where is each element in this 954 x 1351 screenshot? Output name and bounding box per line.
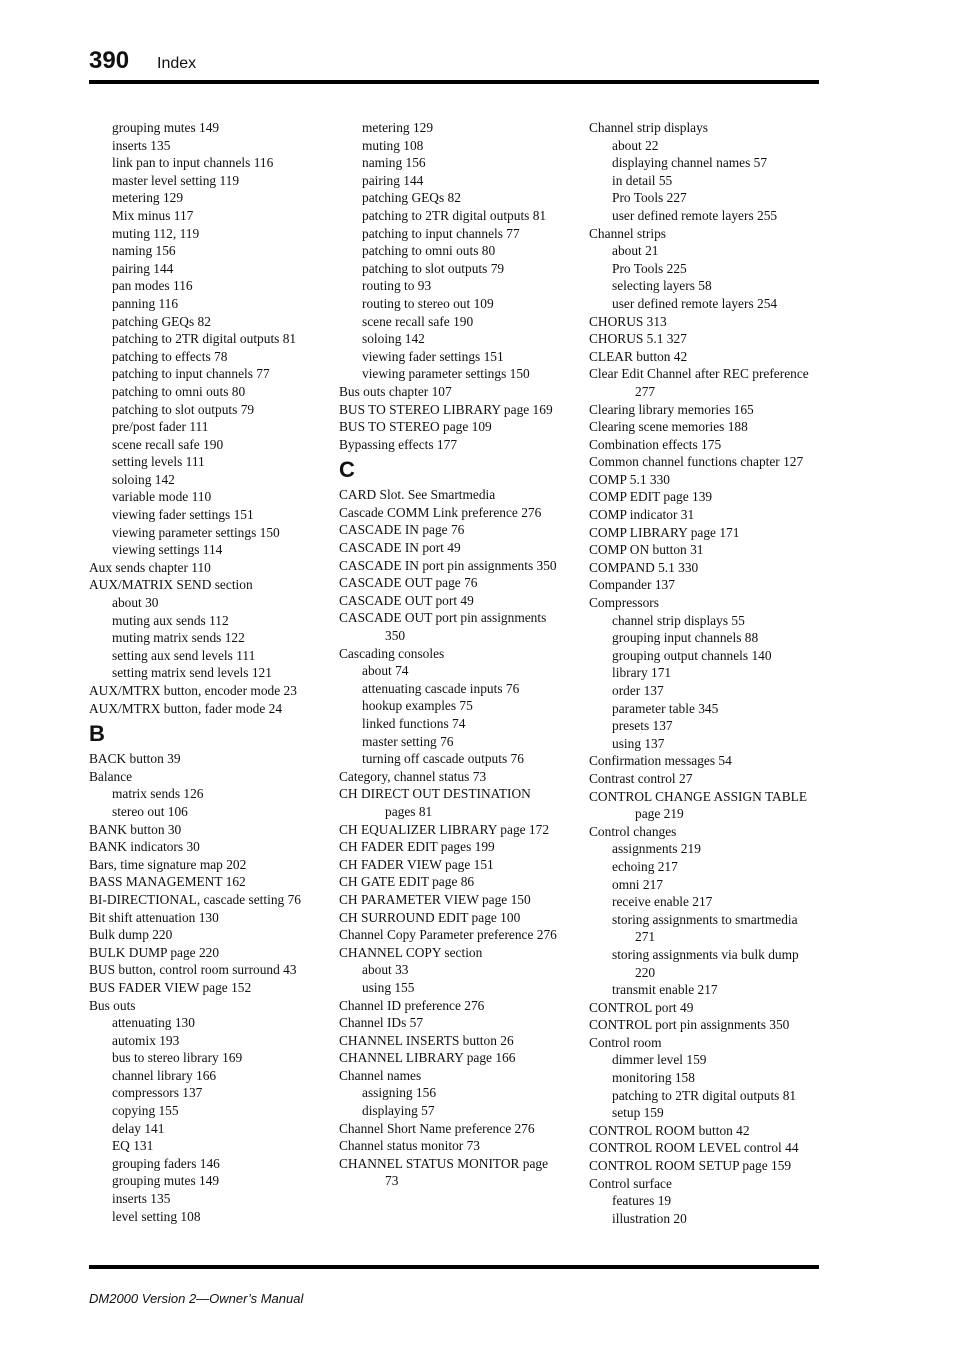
index-continuation: 271 — [635, 929, 656, 945]
index-subentry: patching to omni outs 80 — [362, 243, 496, 259]
index-subentry: receive enable 217 — [612, 894, 713, 910]
index-subentry: copying 155 — [112, 1103, 179, 1119]
index-subentry: soloing 142 — [362, 331, 425, 347]
index-subentry: library 171 — [612, 665, 672, 681]
index-subentry: parameter table 345 — [612, 700, 719, 716]
index-entry: CH SURROUND EDIT page 100 — [339, 909, 521, 925]
index-subentry: EQ 131 — [112, 1138, 154, 1154]
index-subentry: patching to input channels 77 — [112, 366, 270, 382]
index-entry: Bulk dump 220 — [89, 927, 173, 943]
index-subentry: linked functions 74 — [362, 716, 466, 731]
index-continuation: 350 — [385, 628, 406, 644]
index-subentry: about 22 — [612, 137, 659, 153]
index-subentry: monitoring 158 — [612, 1070, 695, 1086]
index-subentry: level setting 108 — [112, 1208, 201, 1224]
index-subentry: muting aux sends 112 — [112, 612, 229, 628]
index-subentry: pairing 144 — [362, 172, 424, 188]
index-entry: CONTROL ROOM LEVEL control 44 — [589, 1140, 799, 1156]
index-subentry: scene recall safe 190 — [112, 436, 224, 452]
index-subentry: grouping mutes 149 — [112, 1173, 220, 1189]
index-entry: Cascade COMM Link preference 276 — [339, 504, 542, 520]
index-entry: BACK button 39 — [89, 751, 181, 767]
index-subentry: grouping input channels 88 — [612, 630, 759, 646]
index-subentry: soloing 142 — [112, 471, 175, 487]
index-entry: AUX/MTRX button, encoder mode 23 — [89, 683, 297, 698]
index-entry: BUS TO STEREO page 109 — [339, 419, 492, 435]
index-subentry: bus to stereo library 169 — [112, 1050, 243, 1066]
index-subentry: features 19 — [612, 1193, 672, 1209]
index-subentry: patching to 2TR digital outputs 81 — [612, 1087, 797, 1103]
index-subentry: patching to effects 78 — [112, 348, 228, 364]
index-subentry: patching to slot outputs 79 — [112, 401, 255, 417]
index-subentry: channel library 166 — [112, 1067, 217, 1083]
index-entry: COMP indicator 31 — [589, 507, 695, 523]
index-entry: CASCADE IN port 49 — [339, 540, 461, 556]
index-entry: COMP EDIT page 139 — [589, 489, 713, 505]
page-header — [89, 44, 819, 80]
index-entry: Bars, time signature map 202 — [89, 856, 247, 872]
index-subentry: naming 156 — [362, 155, 426, 171]
index-subentry: delay 141 — [112, 1120, 165, 1136]
index-subentry: compressors 137 — [112, 1085, 203, 1101]
index-subentry: patching to 2TR digital outputs 81 — [362, 207, 547, 223]
page-number: 390 — [89, 47, 130, 74]
index-entry: CONTROL port 49 — [589, 999, 694, 1015]
index-entry: Balance — [89, 768, 133, 784]
index-entry: Bus outs chapter 107 — [339, 383, 452, 399]
index-subentry: muting matrix sends 122 — [112, 630, 245, 646]
index-subentry: variable mode 110 — [112, 489, 212, 505]
index-subentry: routing to stereo out 109 — [362, 295, 494, 311]
index-letter-heading: C — [339, 457, 355, 483]
index-column-1 — [89, 119, 325, 1225]
index-entry: Control surface — [589, 1175, 672, 1191]
index-entry: CHANNEL COPY section — [339, 944, 483, 960]
footer-text: DM2000 Version 2—Owner’s Manual — [89, 1291, 304, 1306]
index-subentry: muting 112, 119 — [112, 225, 200, 241]
index-subentry: master setting 76 — [362, 733, 454, 749]
index-entry: BASS MANAGEMENT 162 — [89, 874, 246, 890]
index-entry: Control room — [589, 1034, 662, 1050]
index-subentry: naming 156 — [112, 243, 176, 259]
index-entry: Bit shift attenuation 130 — [89, 909, 219, 925]
index-entry: Channel ID preference 276 — [339, 997, 485, 1013]
index-continuation: page 219 — [635, 806, 684, 822]
index-subentry: illustration 20 — [612, 1210, 687, 1226]
index-entry: Aux sends chapter 110 — [89, 559, 211, 575]
index-entry: CH DIRECT OUT DESTINATION — [339, 786, 531, 802]
index-entry: CONTROL CHANGE ASSIGN TABLE — [589, 788, 808, 804]
index-subentry: viewing fader settings 151 — [112, 507, 254, 523]
index-subentry: matrix sends 126 — [112, 786, 204, 802]
index-entry: CH FADER VIEW page 151 — [339, 856, 494, 872]
index-entry: Channel names — [339, 1067, 422, 1083]
index-entry: AUX/MATRIX SEND section — [89, 577, 253, 593]
index-subentry: viewing parameter settings 150 — [362, 366, 530, 382]
index-entry: CASCADE IN port pin assignments 350 — [339, 557, 557, 573]
index-subentry: metering 129 — [112, 190, 184, 206]
index-subentry: master level setting 119 — [112, 172, 240, 188]
index-subentry: inserts 135 — [112, 137, 171, 153]
index-entry: CHORUS 313 — [589, 313, 667, 329]
index-subentry: order 137 — [612, 683, 664, 698]
index-entry: CH EQUALIZER LIBRARY page 172 — [339, 821, 550, 837]
index-subentry: channel strip displays 55 — [612, 612, 745, 628]
index-entry: CASCADE OUT port 49 — [339, 592, 474, 608]
index-subentry: in detail 55 — [612, 172, 673, 188]
index-subentry: transmit enable 217 — [612, 982, 718, 998]
index-entry: Compressors — [589, 595, 659, 611]
index-subentry: storing assignments to smartmedia — [612, 911, 798, 927]
index-subentry: about 33 — [362, 962, 409, 978]
index-continuation: 277 — [635, 383, 656, 399]
index-entry: CASCADE IN page 76 — [339, 522, 465, 538]
index-subentry: setup 159 — [612, 1105, 664, 1121]
index-subentry: pre/post fader 111 — [112, 419, 209, 435]
index-entry: Channel status monitor 73 — [339, 1138, 480, 1154]
index-subentry: viewing settings 114 — [112, 542, 223, 558]
index-entry: CH GATE EDIT page 86 — [339, 874, 475, 890]
index-continuation: pages 81 — [385, 803, 433, 819]
index-subentry: grouping mutes 149 — [112, 120, 220, 135]
index-entry: COMP ON button 31 — [589, 542, 704, 558]
index-entry: BUS TO STEREO LIBRARY page 169 — [339, 401, 553, 417]
index-entry: BANK indicators 30 — [89, 839, 200, 855]
index-entry: BUS button, control room surround 43 — [89, 962, 297, 978]
index-entry: CASCADE OUT page 76 — [339, 575, 478, 591]
index-entry: Channel strip displays — [589, 120, 709, 135]
index-subentry: viewing parameter settings 150 — [112, 524, 280, 540]
section-title: Index — [157, 55, 197, 72]
index-subentry: attenuating cascade inputs 76 — [362, 680, 520, 696]
index-subentry: about 74 — [362, 663, 409, 679]
index-subentry: patching GEQs 82 — [362, 190, 461, 206]
index-entry: Control changes — [589, 823, 677, 839]
index-subentry: Pro Tools 227 — [612, 190, 687, 206]
index-column-2 — [339, 119, 575, 1190]
index-entry: CHANNEL INSERTS button 26 — [339, 1032, 514, 1048]
index-subentry: link pan to input channels 116 — [112, 155, 274, 171]
index-entry: Category, channel status 73 — [339, 768, 487, 784]
index-entry: Bypassing effects 177 — [339, 436, 458, 452]
index-subentry: displaying channel names 57 — [612, 155, 768, 171]
index-subentry: muting 108 — [362, 137, 424, 153]
index-subentry: setting matrix send levels 121 — [112, 665, 272, 681]
index-subentry: storing assignments via bulk dump — [612, 946, 799, 962]
index-subentry: grouping faders 146 — [112, 1155, 220, 1171]
index-entry: CLEAR button 42 — [589, 348, 688, 364]
index-subentry: routing to 93 — [362, 278, 432, 294]
index-subentry: echoing 217 — [612, 858, 678, 874]
index-subentry: hookup examples 75 — [362, 698, 473, 714]
index-subentry: patching to omni outs 80 — [112, 383, 246, 399]
index-entry: Channel Copy Parameter preference 276 — [339, 927, 557, 943]
index-subentry: metering 129 — [362, 120, 434, 135]
index-entry: CARD Slot. See Smartmedia — [339, 487, 496, 503]
index-subentry: setting aux send levels 111 — [112, 647, 256, 663]
index-continuation: 73 — [385, 1173, 399, 1189]
index-subentry: assignments 219 — [612, 841, 701, 857]
index-subentry: using 155 — [362, 979, 415, 995]
index-entry: CASCADE OUT port pin assignments — [339, 610, 547, 626]
index-entry: CHANNEL STATUS MONITOR page — [339, 1155, 549, 1171]
index-subentry: inserts 135 — [112, 1191, 171, 1207]
index-entry: BI-DIRECTIONAL, cascade setting 76 — [89, 891, 301, 907]
index-entry: Clearing scene memories 188 — [589, 419, 748, 435]
index-subentry: about 30 — [112, 595, 159, 611]
index-entry: Clearing library memories 165 — [589, 401, 754, 417]
index-entry: Clear Edit Channel after REC preference — [589, 366, 809, 382]
index-entry: Channel Short Name preference 276 — [339, 1120, 535, 1136]
index-entry: COMPAND 5.1 330 — [589, 559, 699, 575]
index-subentry: patching to 2TR digital outputs 81 — [112, 331, 297, 347]
index-entry: CONTROL ROOM SETUP page 159 — [589, 1158, 792, 1174]
index-entry: BULK DUMP page 220 — [89, 944, 220, 960]
index-subentry: about 21 — [612, 243, 659, 259]
index-entry: Channel strips — [589, 225, 666, 241]
index-subentry: selecting layers 58 — [612, 278, 712, 294]
index-entry: CH PARAMETER VIEW page 150 — [339, 891, 531, 907]
index-subentry: scene recall safe 190 — [362, 313, 474, 329]
header-rule — [89, 80, 819, 84]
index-subentry: viewing fader settings 151 — [362, 348, 504, 364]
index-entry: Combination effects 175 — [589, 436, 722, 452]
index-entry: Cascading consoles — [339, 645, 445, 661]
index-subentry: assigning 156 — [362, 1085, 437, 1101]
index-subentry: pan modes 116 — [112, 278, 193, 294]
index-subentry: user defined remote layers 255 — [612, 207, 778, 223]
index-subentry: displaying 57 — [362, 1103, 435, 1119]
index-subentry: patching to input channels 77 — [362, 225, 520, 241]
index-subentry: grouping output channels 140 — [612, 647, 772, 663]
index-subentry: patching to slot outputs 79 — [362, 260, 505, 276]
index-continuation: 220 — [635, 964, 656, 980]
index-subentry: panning 116 — [112, 295, 179, 311]
index-entry: Channel IDs 57 — [339, 1015, 424, 1031]
index-subentry: pairing 144 — [112, 260, 174, 276]
index-subentry: presets 137 — [612, 718, 673, 734]
index-entry: AUX/MTRX button, fader mode 24 — [89, 700, 283, 716]
index-entry: CONTROL ROOM button 42 — [589, 1122, 750, 1138]
index-column-3 — [589, 119, 825, 1227]
index-entry: COMP 5.1 330 — [589, 471, 670, 487]
index-subentry: automix 193 — [112, 1032, 180, 1048]
index-entry: Compander 137 — [589, 577, 675, 593]
index-subentry: Pro Tools 225 — [612, 260, 687, 276]
index-letter-heading: B — [89, 721, 105, 747]
index-subentry: attenuating 130 — [112, 1015, 195, 1031]
index-subentry: omni 217 — [612, 876, 663, 892]
index-subentry: setting levels 111 — [112, 454, 205, 470]
index-subentry: turning off cascade outputs 76 — [362, 751, 524, 767]
index-subentry: Mix minus 117 — [112, 207, 194, 223]
index-entry: Confirmation messages 54 — [589, 753, 732, 769]
index-entry: CHORUS 5.1 327 — [589, 331, 687, 347]
index-subentry: using 137 — [612, 735, 665, 751]
index-subentry: user defined remote layers 254 — [612, 295, 778, 311]
index-entry: CHANNEL LIBRARY page 166 — [339, 1050, 516, 1066]
index-entry: BANK button 30 — [89, 821, 182, 837]
index-subentry: stereo out 106 — [112, 803, 188, 819]
index-entry: BUS FADER VIEW page 152 — [89, 979, 252, 995]
index-subentry: dimmer level 159 — [612, 1052, 707, 1068]
index-entry: CH FADER EDIT pages 199 — [339, 839, 495, 855]
index-subentry: patching GEQs 82 — [112, 313, 211, 329]
index-entry: Common channel functions chapter 127 — [589, 454, 804, 470]
footer-rule — [89, 1265, 819, 1269]
index-entry: COMP LIBRARY page 171 — [589, 524, 740, 540]
index-entry: Contrast control 27 — [589, 770, 693, 786]
index-entry: CONTROL port pin assignments 350 — [589, 1017, 790, 1033]
index-entry: Bus outs — [89, 997, 136, 1013]
